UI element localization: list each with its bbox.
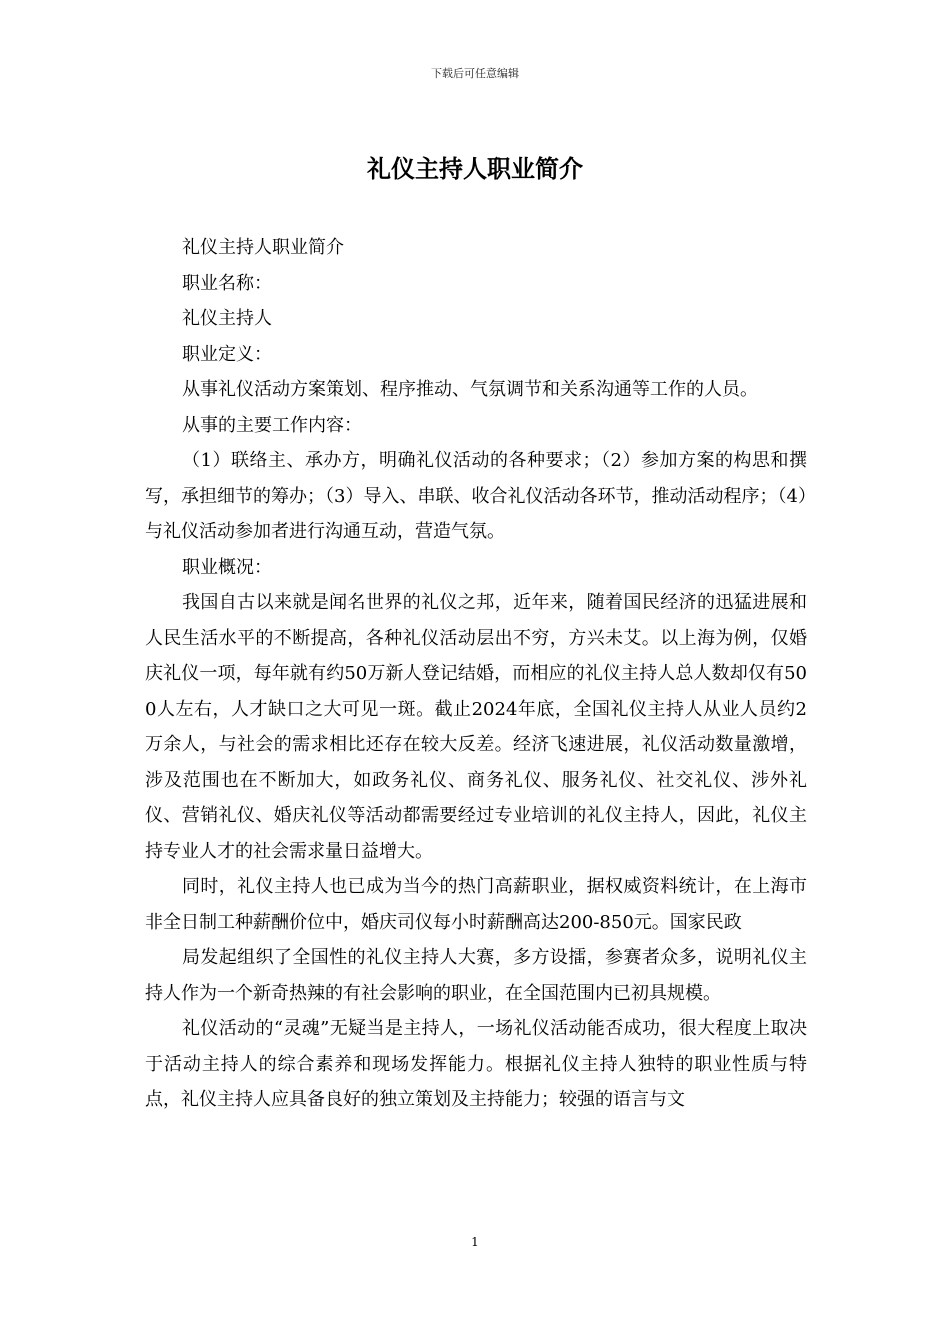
paragraph-competition: 局发起组织了全国性的礼仪主持人大赛，多方设擂，参赛者众多，说明礼仪主持人作为一个新奇热辣的有社会影响的职业，在全国范围内已初具规模。 xyxy=(145,947,807,1004)
paragraph-overview: 我国自古以来就是闻名世界的礼仪之邦，近年来，随着国民经济的迅猛进展和人民生活水平的不断提高，各种礼仪活动层出不穷，方兴未艾。以上海为例，仅婚庆礼仪一项，每年就有约50万新人登记结婚，而相应的礼仪主持人总人数却仅有500人左右，人才缺口之大可见一斑。截止2024年底，全国礼仪主持人从业人员约2万余人，与社会的需求相比还存在较大反差。经济飞速进展，礼仪活动数量激增，涉及范围也在不断加大，如政务礼仪、商务礼仪、服务礼仪、社交礼仪、涉外礼仪、营销礼仪、婚庆礼仪等活动都需要经过专业培训的礼仪主持人，因此，礼仪主持专业人才的社会需求量日益增大。 xyxy=(145,592,807,862)
document-title: 礼仪主持人职业简介 xyxy=(367,154,583,183)
paragraph-duties: （1）联络主、承办方，明确礼仪活动的各种要求；（2）参加方案的构思和撰写，承担细节的筹办；（3）导入、串联、收合礼仪活动各环节，推动活动程序；（4）与礼仪活动参加者进行沟通互动，营造气氛。 xyxy=(145,450,807,542)
paragraph-job-name: 礼仪主持人 xyxy=(182,308,272,329)
paragraph-job-name-label: 职业名称： xyxy=(182,272,272,294)
paragraph-host-quality: 礼仪活动的“灵魂”无疑当是主持人，一场礼仪活动能否成功，很大程度上取决于活动主持人的综合素养和现场发挥能力。根据礼仪主持人独特的职业性质与特点，礼仪主持人应具备良好的独立策划及主持能力；较强的语言与文 xyxy=(145,1018,807,1110)
paragraph-definition: 从事礼仪活动方案策划、程序推动、气氛调节和关系沟通等工作的人员。 xyxy=(182,379,758,400)
paragraph-salary: 同时，礼仪主持人也已成为当今的热门高薪职业，据权威资料统计，在上海市非全日制工种薪酬价位中，婚庆司仪每小时薪酬高达200-850元。国家民政 xyxy=(145,876,807,933)
header-note: 下载后可任意编辑 xyxy=(431,67,519,80)
page-number: 1 xyxy=(471,1235,479,1249)
paragraph-definition-label: 职业定义： xyxy=(182,343,272,365)
paragraph-duties-label: 从事的主要工作内容： xyxy=(182,414,362,436)
paragraph-subtitle: 礼仪主持人职业简介 xyxy=(182,237,344,258)
paragraph-overview-label: 职业概况： xyxy=(182,556,272,578)
document-body xyxy=(145,230,807,1118)
